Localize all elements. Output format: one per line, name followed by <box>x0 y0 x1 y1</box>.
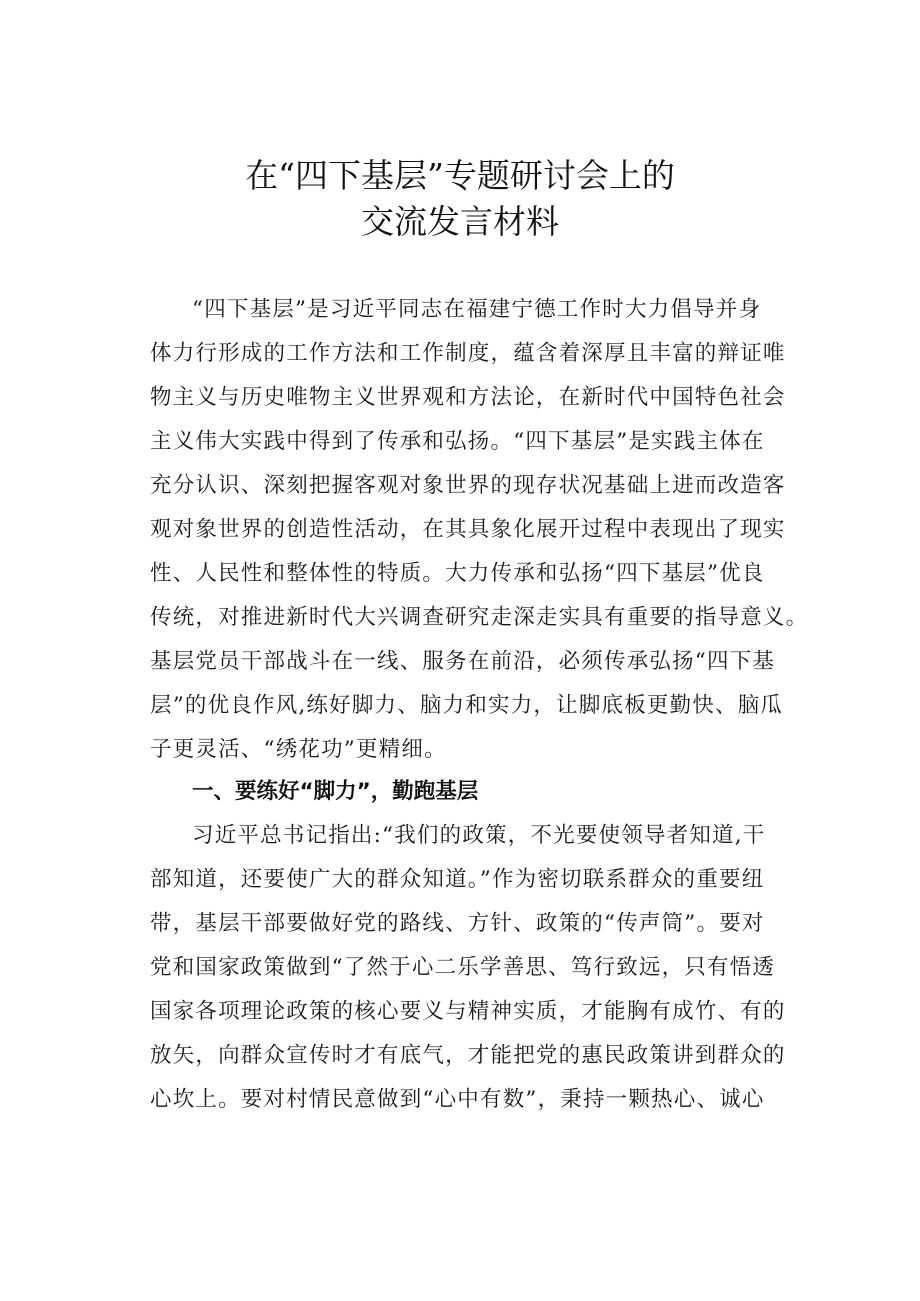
document-title-line-2: 交流发言材料 <box>361 202 559 241</box>
intro-paragraph-line: 层”的优良作风,练好脚力、脑力和实力，让脚底板更勤快、脑瓜 <box>150 693 784 718</box>
section-paragraph-line: 放矢，向群众宣传时才有底气，才能把党的惠民政策讲到群众的 <box>150 1043 786 1068</box>
section-paragraph-line: 习近平总书记指出:“我们的政策，不光要使领导者知道,干 <box>192 823 766 848</box>
section-paragraph-line: 党和国家政策做到“了然于心二乐学善思、笃行致远，只有悟透 <box>150 955 776 980</box>
intro-paragraph-line: 主义伟大实践中得到了传承和弘扬。“四下基层”是实践主体在 <box>150 429 765 454</box>
intro-paragraph-line: “四下基层”是习近平同志在福建宁德工作时大力倡导并身 <box>192 297 762 322</box>
intro-paragraph-line: 观对象世界的创造性活动，在其具象化展开过程中表现出了现实 <box>150 517 786 542</box>
intro-paragraph-line: 体力行形成的工作方法和工作制度，蕴含着深厚且丰富的辩证唯 <box>150 341 786 366</box>
intro-paragraph-line: 性、人民性和整体性的特质。大力传承和弘扬“四下基层”优良 <box>150 561 765 586</box>
intro-paragraph-line: 基层党员干部战斗在一线、服务在前沿，必须传承弘扬“四下基 <box>150 649 776 674</box>
section-heading: 一、要练好“脚力”，勤跑基层 <box>192 779 479 804</box>
section-paragraph-line: 心坎上。要对村情民意做到“心中有数”，秉持一颗热心、诚心 <box>150 1087 765 1112</box>
document-title-line-1: 在“四下基层”专题研讨会上的 <box>245 156 675 195</box>
section-paragraph-line: 部知道，还要使广大的群众知道。”作为密切联系群众的重要纽 <box>150 867 765 892</box>
intro-paragraph-line: 物主义与历史唯物主义世界观和方法论，在新时代中国特色社会 <box>150 385 786 410</box>
intro-paragraph-line: 充分认识、深刻把握客观对象世界的现存状况基础上进而改造客 <box>150 473 786 498</box>
intro-paragraph-line: 子更灵活、“绣花功”更精细。 <box>150 737 447 762</box>
intro-paragraph-line: 传统，对推进新时代大兴调查研究走深走实具有重要的指导意义。 <box>150 605 809 630</box>
section-paragraph-line: 带，基层干部要做好党的路线、方针、政策的“传声筒”。要对 <box>150 911 765 936</box>
section-paragraph-line: 国家各项理论政策的核心要义与精神实质，才能胸有成竹、有的 <box>150 999 786 1024</box>
